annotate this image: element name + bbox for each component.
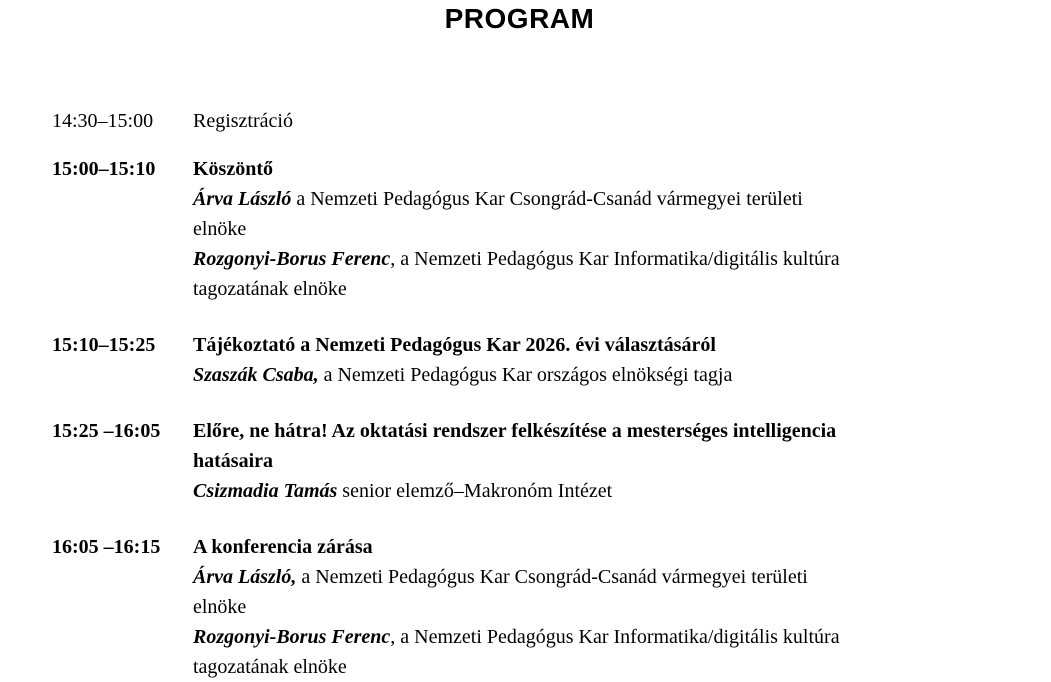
speaker-role: elnöke [193,596,247,618]
session-title [193,416,1011,446]
speaker-line [193,184,1011,214]
speaker-role-continuation [193,652,1011,682]
session-title-text: A konferencia zárása [193,536,373,558]
speaker-role-continuation [193,274,1011,304]
row-content [193,154,1011,304]
session-title-text: Tájékoztató a Nemzeti Pedagógus Kar 2026. évi választásáról [193,334,716,356]
session-title-text: Köszöntő [193,158,273,180]
schedule [52,106,1011,682]
session-title [193,532,1011,562]
time-range: 14:30–15:00 [52,110,154,132]
speaker-name: Árva László, [193,566,297,588]
schedule-row [52,330,1011,390]
session-title [193,330,1011,360]
speaker-role: tagozatának elnöke [193,656,347,678]
session-title-continuation [193,446,1011,476]
row-content [193,106,1011,136]
time-range: 15:25 –16:05 [52,420,161,442]
schedule-row [52,416,1011,506]
speaker-line [193,360,1011,390]
page-title: PROGRAM [444,3,595,34]
speaker-line [193,244,1011,274]
speaker-name: Árva László [193,188,292,210]
speaker-role: a Nemzeti Pedagógus Kar országos elnökségi tagja [318,364,733,386]
time-range: 15:10–15:25 [52,334,156,356]
session-title-text: hatásaira [193,450,273,472]
row-content [193,532,1011,682]
speaker-role: senior elemző–Makronóm Intézet [337,480,613,502]
session-title-text: Előre, ne hátra! Az oktatási rendszer felkészítése a mesterséges intelligencia [193,420,837,442]
speaker-line [193,622,1011,652]
schedule-row [52,106,1011,136]
row-content [193,330,1011,390]
time-range: 16:05 –16:15 [52,536,161,558]
speaker-role-continuation [193,214,1011,244]
row-content [193,416,1011,506]
speaker-line [193,476,1011,506]
speaker-role: , a Nemzeti Pedagógus Kar Informatika/digitális kultúra [390,248,840,270]
session-title [193,154,1011,184]
speaker-role: , a Nemzeti Pedagógus Kar Informatika/digitális kultúra [390,626,840,648]
speaker-name: Rozgonyi-Borus Ferenc [193,626,391,648]
speaker-role: elnöke [193,218,247,240]
speaker-name: Szaszák Csaba, [193,364,319,386]
speaker-name: Csizmadia Tamás [193,480,338,502]
speaker-role: a Nemzeti Pedagógus Kar Csongrád-Csanád vármegyei területi [291,188,803,210]
speaker-role: a Nemzeti Pedagógus Kar Csongrád-Csanád vármegyei területi [296,566,808,588]
speaker-line [193,562,1011,592]
time-range: 15:00–15:10 [52,158,156,180]
schedule-row [52,154,1011,304]
speaker-role: tagozatának elnöke [193,278,347,300]
speaker-name: Rozgonyi-Borus Ferenc [193,248,391,270]
speaker-role-continuation [193,592,1011,622]
event-label [193,106,1011,136]
schedule-row [52,532,1011,682]
event-text: Regisztráció [193,110,293,132]
